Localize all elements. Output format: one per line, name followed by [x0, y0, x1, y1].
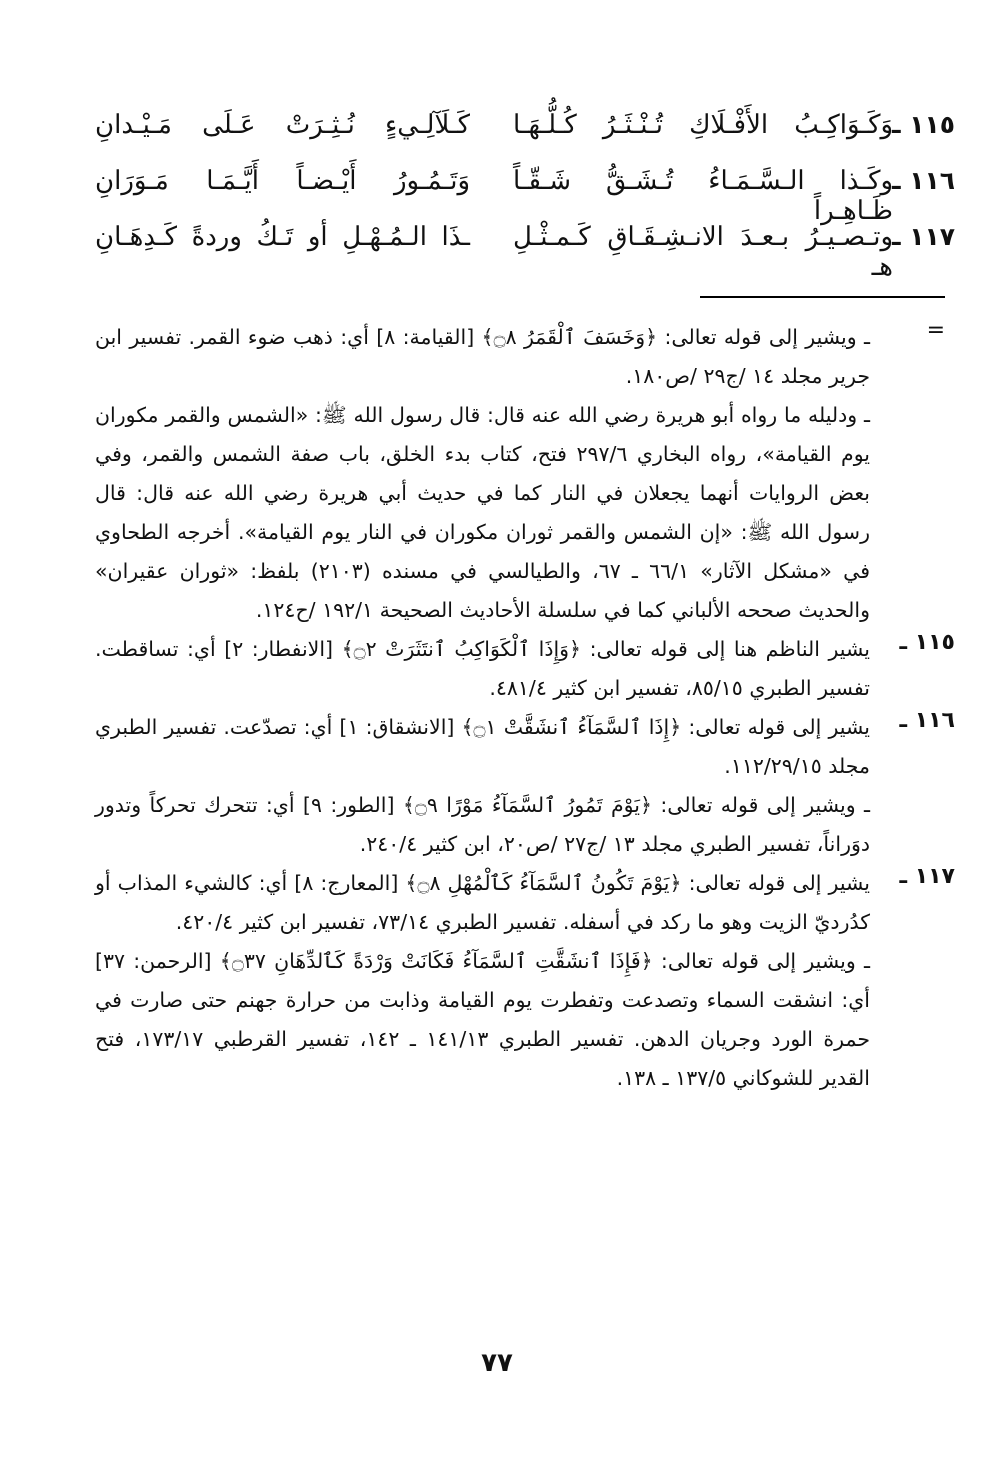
verse-first-hemistich: وكَـذا الـسَّـمَـاءُ تُـشَـقُّ شَـقّـاً ظَـاهِـراً — [513, 166, 893, 226]
footnote-paragraph: ـ ويشير إلى قوله تعالى: ﴿وَخَسَفَ ٱلْقَمَرُ ۝٨﴾ [القيامة: ٨] أي: ذهب ضوء القمر. تفسير ابن جرير مجلد ١٤ /ج٢٩ /ص١٨٠. — [95, 325, 870, 388]
poem-verses — [95, 110, 955, 282]
page-number: ٧٧ — [481, 1348, 513, 1378]
verse-second-hemistich: وَتَـمُـورُ أَيْـضـاً أَيَّـمَـا مَـوَرَانِ — [95, 166, 470, 196]
footnote-paragraph: ـ ويشير إلى قوله تعالى: ﴿يَوْمَ تَمُورُ ٱلسَّمَآءُ مَوْرًا ۝٩﴾ [الطور: ٩] أي: تتحرك تحركاً وتدور دوَراناً، تفسير الطبري مجلد ١٣ /ج٢٧ /ص٢٠، ابن كثير ٢٤٠/٤. — [95, 793, 870, 856]
footnote-115 — [95, 630, 955, 708]
verse-116 — [95, 166, 955, 226]
verse-117 — [95, 222, 955, 282]
verse-second-hemistich: ـذَا الـمُـهْـلِ أو تَـكُ وردةً كَـدِهَـانِ — [95, 222, 470, 252]
verse-first-hemistich: وَكَـوَاكِـبُ الأَفْـلَاكِ تُـنْـثَـرُ كُـلُّـهَـا — [513, 110, 893, 140]
verse-number: ١١٧ ـ — [891, 222, 955, 251]
footnote-marker: ١١٥ ـ — [899, 630, 955, 655]
footnote-paragraph: ـ ويشير إلى قوله تعالى: ﴿فَإِذَا ٱنشَقَّتِ ٱلسَّمَآءُ فَكَانَتْ وَرْدَةً كَٱلدِّهَانِ ۝٣٧﴾ [الرحمن: ٣٧] أي: انشقت السماء وتصدعت وتفطرت يوم القيامة وذابت من حرارة جهنم حتى صارت في حمرة الورد وجريان الدهن. تفسير الطبري ١٤١/١٣ ـ ١٤٢، تفسير القرطبي ١٧٣/١٧، فتح القدير للشوكاني ١٣٧/٥ ـ ١٣٨. — [95, 949, 870, 1090]
footnote-marker: ١١٦ ـ — [899, 708, 955, 733]
footnote-marker: ١١٧ ـ — [899, 864, 955, 889]
footnote-separator — [700, 296, 945, 298]
footnote-marker: = — [926, 318, 945, 343]
footnote-116 — [95, 708, 955, 864]
footnote-paragraph: يشير إلى قوله تعالى: ﴿إِذَا ٱلسَّمَآءُ ٱنشَقَّتْ ۝١﴾ [الانشقاق: ١] أي: تصدّعت. تفسير الطبري مجلد ١١٢/٢٩/١٥. — [95, 715, 870, 778]
verse-115 — [95, 110, 955, 166]
verse-number: ١١٦ ـ — [891, 166, 955, 195]
footnotes — [95, 318, 955, 1098]
verse-first-hemistich: وتـصـيـرُ بـعـدَ الانـشِـقَـاقِ كَـمـثْـلِ هـ — [513, 222, 893, 282]
footnote-continued — [95, 318, 955, 630]
verse-number: ١١٥ ـ — [891, 110, 955, 139]
footnote-117 — [95, 864, 955, 1098]
footnote-paragraph: يشير الناظم هنا إلى قوله تعالى: ﴿وَإِذَا ٱلْكَوَاكِبُ ٱنتَثَرَتْ ۝٢﴾ [الانفطار: ٢] أي: تساقطت. تفسير الطبري ٨٥/١٥، تفسير ابن كثير ٤٨١/٤. — [95, 637, 870, 700]
footnote-paragraph: ـ ودليله ما رواه أبو هريرة رضي الله عنه قال: قال رسول الله ﷺ: «الشمس والقمر مكوران يوم القيامة»، رواه البخاري ٢٩٧/٦ فتح، كتاب بدء الخلق، باب صفة الشمس والقمر، وفي بعض الروايات أنهما يجعلان في النار كما في حديث أبي هريرة رضي الله عنه قال: قال رسول الله ﷺ: «إن الشمس والقمر ثوران مكوران في النار يوم القيامة». أخرجه الطحاوي في «مشكل الآثار» ٦٦/١ ـ ٦٧، والطيالسي في مسنده (٢١٠٣) بلفظ: «ثوران عقيران» والحديث صححه الألباني كما في سلسلة الأحاديث الصحيحة ١٩٢/١ /ح١٢٤. — [95, 403, 871, 622]
footnote-paragraph: يشير إلى قوله تعالى: ﴿يَوْمَ تَكُونُ ٱلسَّمَآءُ كَٱلْمُهْلِ ۝٨﴾ [المعارج: ٨] أي: كالشيء المذاب أو كدُرديّ الزيت وهو ما ركد في أسفله. تفسير الطبري ٧٣/١٤، تفسير ابن كثير ٤٢٠/٤. — [95, 871, 870, 934]
verse-second-hemistich: كَـلَآلِـيءٍ نُـثِـرَتْ عَـلَى مَـيْـدانِ — [95, 110, 470, 140]
